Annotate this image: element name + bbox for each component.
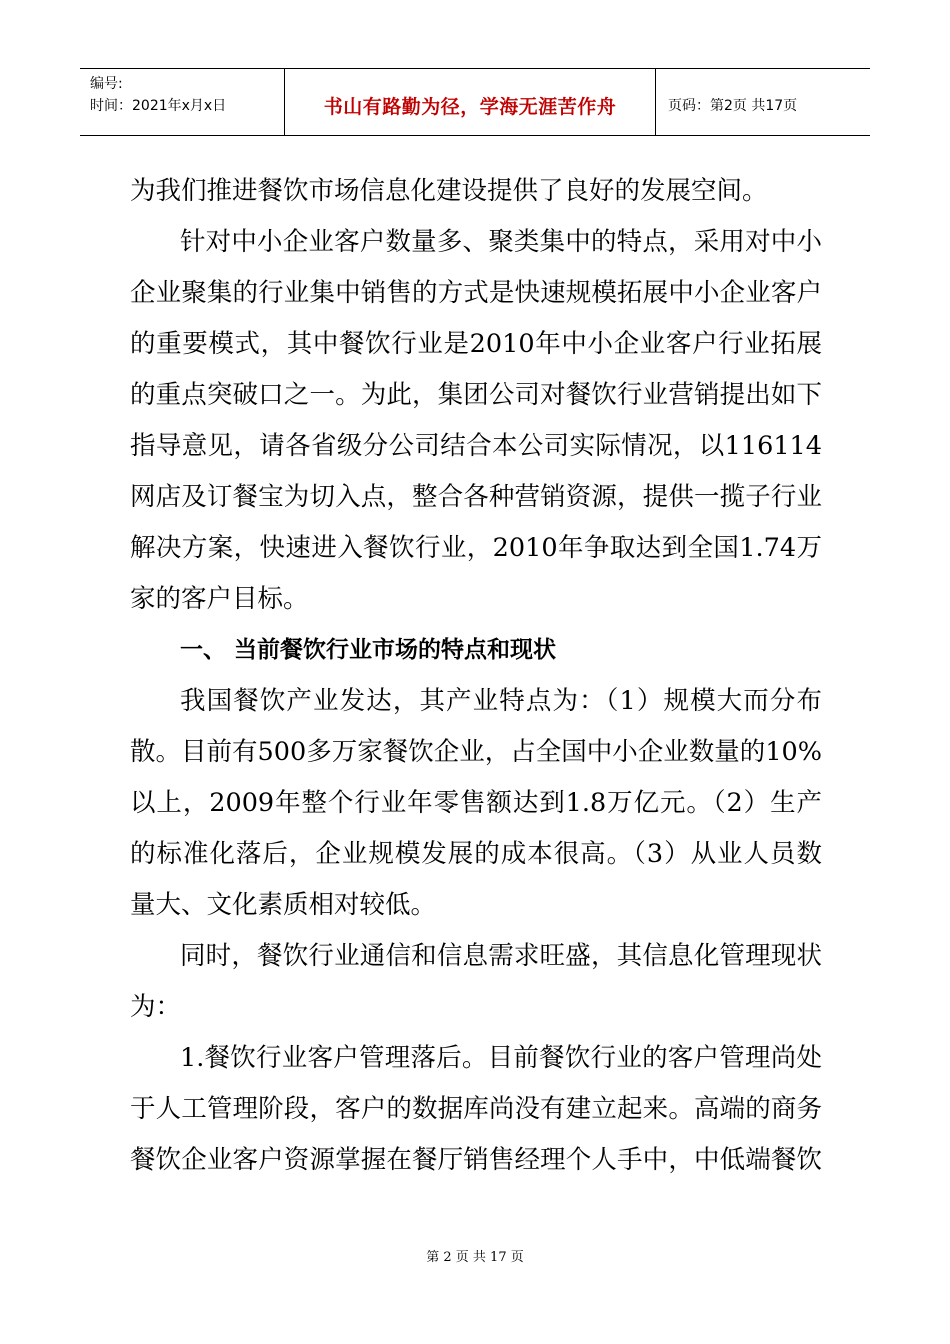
body-line: 网店及订餐宝为切入点，整合各种营销资源，提供一揽子行业 [130,482,822,512]
body-line: 的重点突破口之一。为此，集团公司对餐饮行业营销提出如下 [130,380,822,410]
header-motto: 书山有路勤为径，学海无涯苦作舟 [323,95,617,118]
body-line: 量大、文化素质相对较低。 [130,890,437,920]
header-page-code: 页码：第2页 共17页 [668,98,798,114]
body-line: 为我们推进餐饮市场信息化建设提供了良好的发展空间。 [130,176,768,206]
body-line: 散。目前有500多万家餐饮企业，占全国中小企业数量的10% [130,737,822,767]
page-footer: 第 2 页 共 17 页 [426,1250,524,1265]
header-meta [80,69,284,135]
body-line: 为： [130,992,182,1022]
body-line: 家的客户目标。 [130,584,309,614]
header-motto-cell [284,69,656,135]
body-line: 于人工管理阶段，客户的数据库尚没有建立起来。高端的商务 [130,1094,822,1124]
body-line: 针对中小企业客户数量多、聚类集中的特点，采用对中小 [180,227,822,257]
document-date: 时间：2021年x月x日 [90,98,227,114]
page-header [80,68,870,136]
body-line: 餐饮企业客户资源掌握在餐厅销售经理个人手中，中低端餐饮 [130,1145,822,1175]
section-heading: 一、 当前餐饮行业市场的特点和现状 [180,637,557,663]
body-line: 企业聚集的行业集中销售的方式是快速规模拓展中小企业客户 [130,278,822,308]
body-line: 1.餐饮行业客户管理落后。目前餐饮行业的客户管理尚处 [180,1043,822,1073]
body-line: 的重要模式，其中餐饮行业是2010年中小企业客户行业拓展 [130,329,822,359]
body-line: 我国餐饮产业发达，其产业特点为：（1）规模大而分布 [180,686,822,716]
body-line: 指导意见，请各省级分公司结合本公司实际情况，以116114 [130,431,822,461]
document-body [130,166,822,1186]
document-number-label: 编号: [90,76,123,92]
body-line: 以上，2009年整个行业年零售额达到1.8万亿元。（2）生产 [130,788,822,818]
body-line: 解决方案，快速进入餐饮行业，2010年争取达到全国1.74万 [130,533,822,563]
body-line: 的标准化落后，企业规模发展的成本很高。（3）从业人员数 [130,839,822,869]
body-line: 同时，餐饮行业通信和信息需求旺盛，其信息化管理现状 [180,941,822,971]
